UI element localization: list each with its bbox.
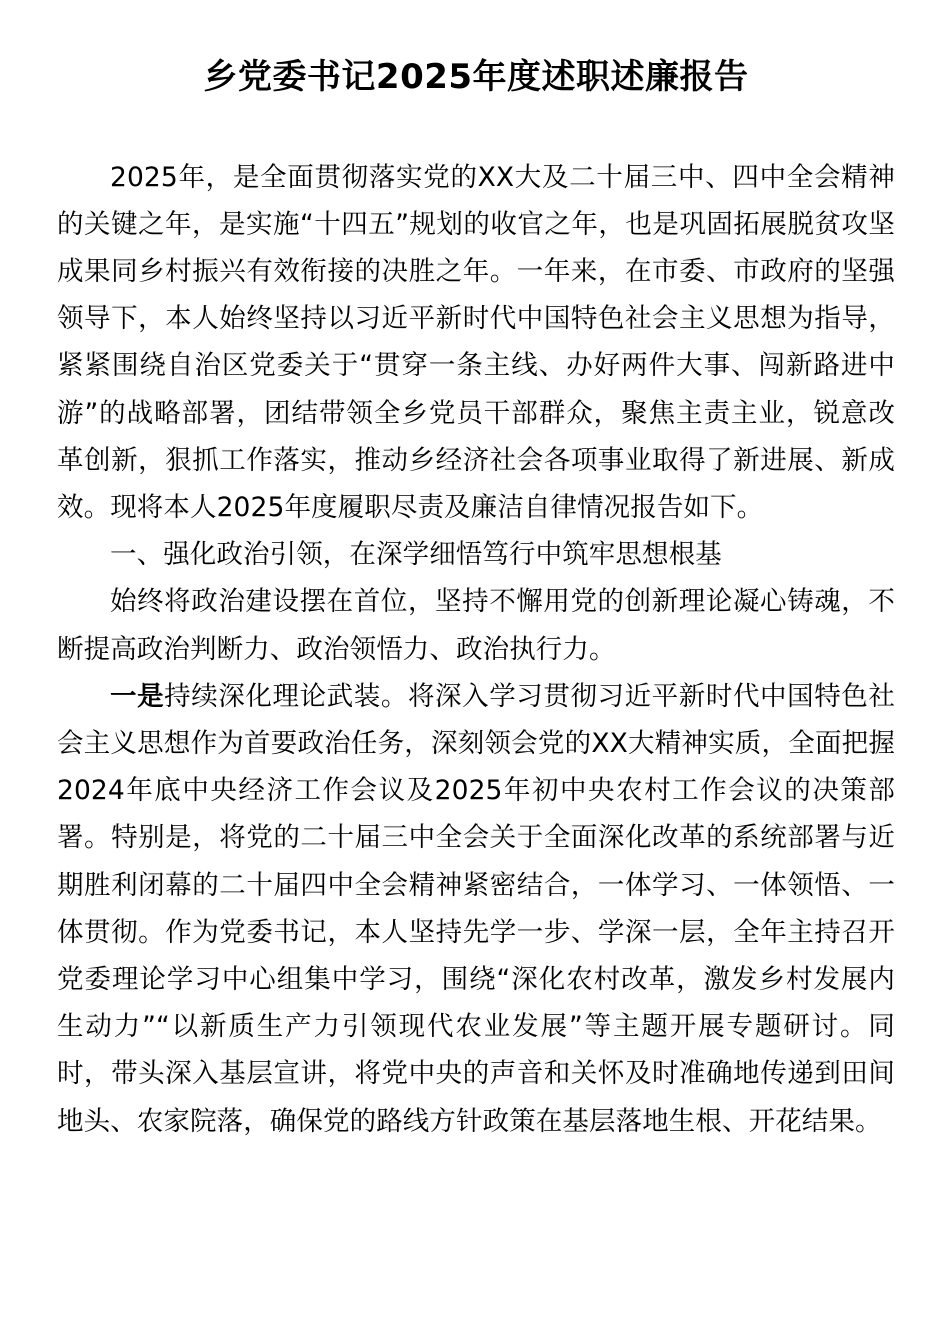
document-body bbox=[57, 0, 895, 1265]
paragraph-political-building: 始终将政治建设摆在首位，坚持不懈用党的创新理论凝心铸魂，不断提高政治判断力、政治领悟力、政治执行力。 bbox=[57, 586, 895, 665]
paragraph-lead-label: 一是 bbox=[110, 680, 165, 712]
section-heading-one: 一、强化政治引领，在深学细悟笃行中筑牢思想根基 bbox=[110, 539, 722, 571]
bottom-spacer bbox=[57, 1145, 895, 1265]
paragraph-intro: 2025年，是全面贯彻落实党的XX大及二十届三中、四中全会精神的关键之年，是实施“十四五”规划的收官之年，也是巩固拓展脱贫攻坚成果同乡村振兴有效衔接的决胜之年。一年来，在市委、市政府的坚强领导下，本人始终坚持以习近平新时代中国特色社会主义思想为指导，紧紧围绕自治区党委关于“贯穿一条主线、办好两件大事、闯新路进中游”的战略部署，团结带领全乡党员干部群众，聚焦主责主业，锐意改革创新，狠抓工作落实，推动乡经济社会各项事业取得了新进展、新成效。现将本人2025年度履职尽责及廉洁自律情况报告如下。 bbox=[57, 161, 895, 523]
paragraph-lead-body: 持续深化理论武装。将深入学习贯彻习近平新时代中国特色社会主义思想作为首要政治任务，深刻领会党的XX大精神实质，全面把握2024年底中央经济工作会议及2025年初中央农村工作会议的决策部署。特别是，将党的二十届三中全会关于全面深化改革的系统部署与近期胜利闭幕的二十届四中全会精神紧密结合，一体学习、一体领悟、一体贯彻。作为党委书记，本人坚持先学一步、学深一层，全年主持召开党委理论学习中心组集中学习，围绕“深化农村改革，激发乡村发展内生动力”“以新质生产力引领现代农业发展”等主题开展专题研讨。同时，带头深入基层宣讲，将党中央的声音和关怀及时准确地传递到田间地头、农家院落，确保党的路线方针政策在基层落地生根、开花结果。 bbox=[57, 680, 895, 1137]
document-title: 乡党委书记2025年度述职述廉报告 bbox=[203, 57, 749, 97]
paragraph-theory-armament bbox=[57, 673, 895, 1145]
